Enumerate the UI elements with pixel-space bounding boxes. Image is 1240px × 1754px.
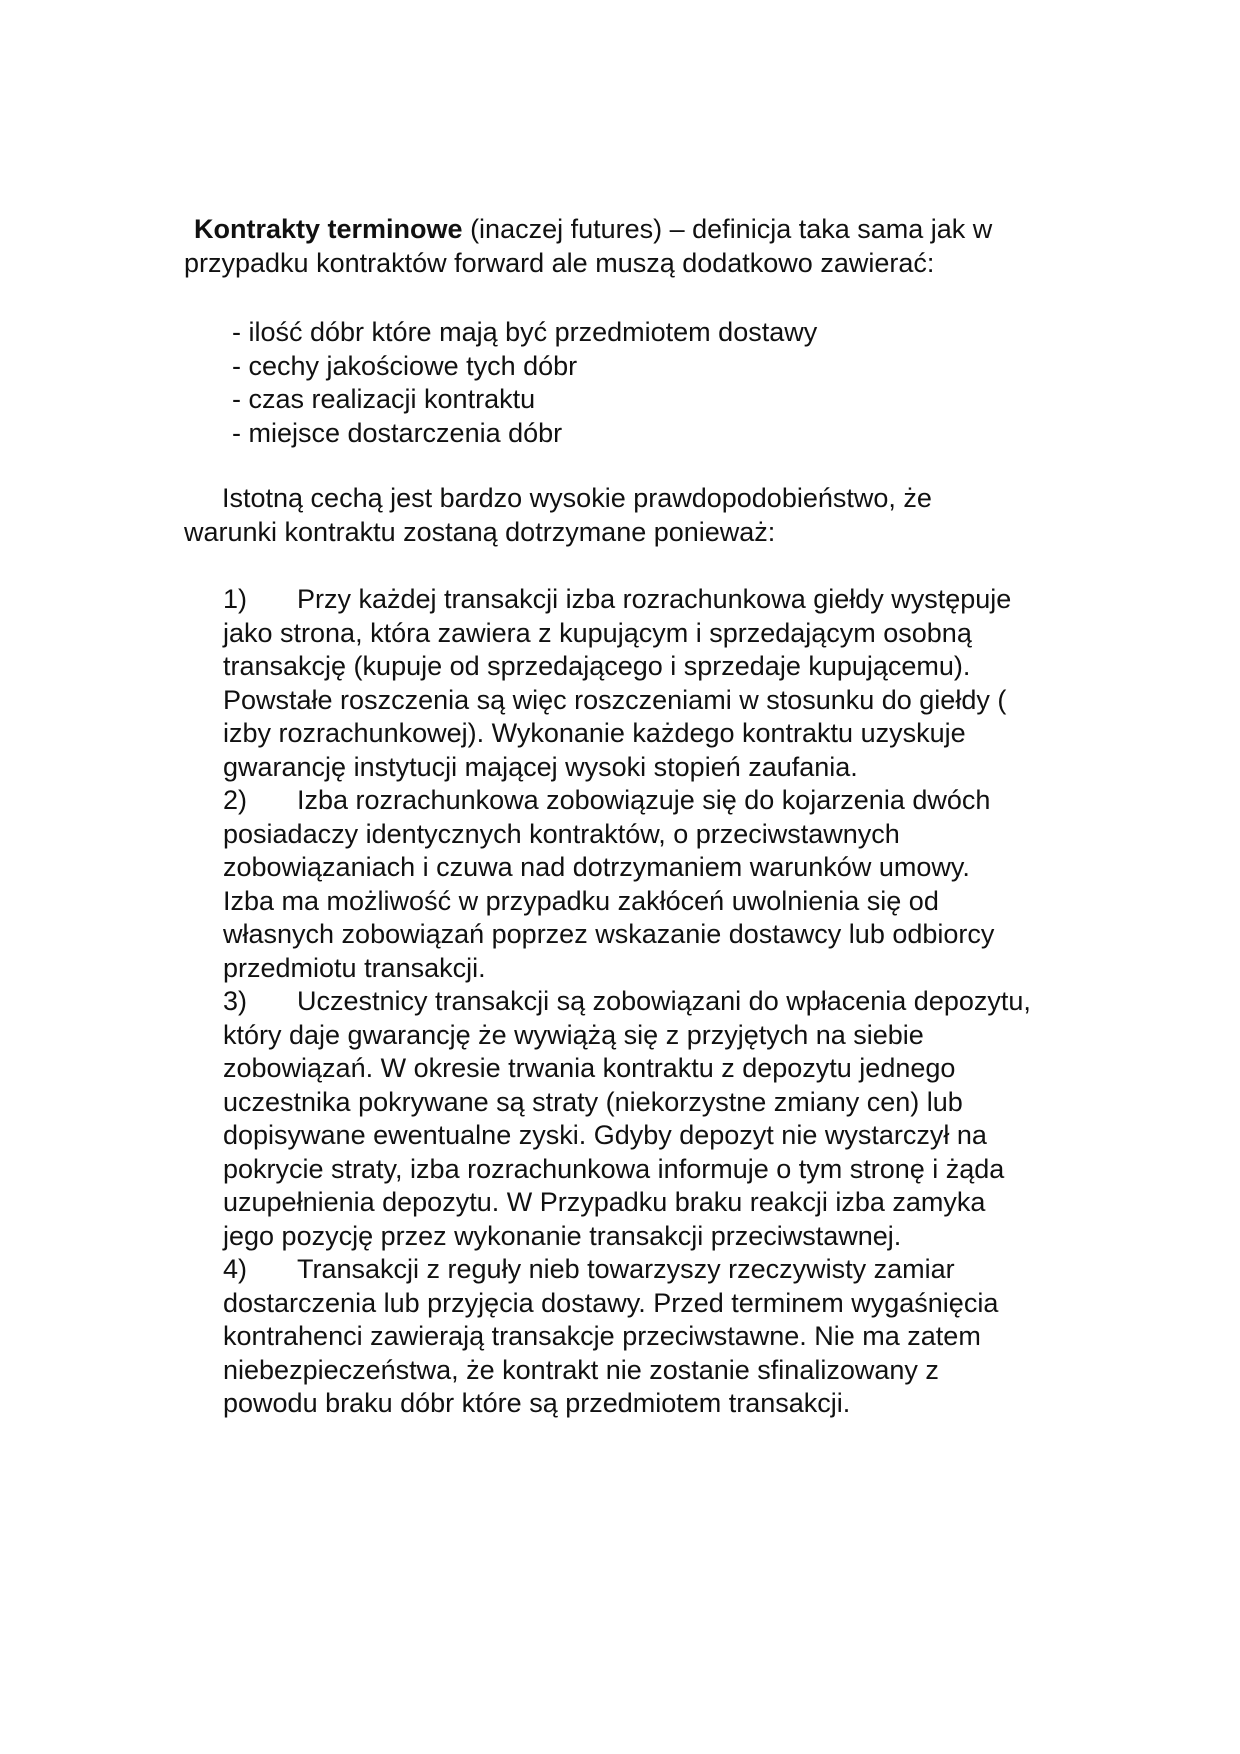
requirement-item: - czas realizacji kontraktu <box>232 384 536 414</box>
reason-number: 4) <box>223 1254 248 1284</box>
feature-line-1: Istotną cechą jest bardzo wysokie prawdopodobieństwo, że <box>222 483 932 513</box>
reason-line <box>223 985 1031 1019</box>
reason-line: który daje gwarancję że wywiążą się z przyjętych na siebie <box>223 1019 924 1050</box>
reason-item-4 <box>223 1253 1031 1421</box>
reason-line <box>223 583 1031 617</box>
reason-line: uczestnika pokrywane są straty (niekorzystne zmiany cen) lub <box>223 1086 963 1117</box>
reason-text: Izba rozrachunkowa zobowiązuje się do kojarzenia dwóch <box>297 785 991 815</box>
requirement-item: - miejsce dostarczenia dóbr <box>232 417 563 448</box>
reason-line: jako strona, która zawiera z kupującym i sprzedającym osobną <box>223 617 972 648</box>
requirement-item: - cechy jakościowe tych dóbr <box>232 350 578 381</box>
reason-line: uzupełnienia depozytu. W Przypadku braku reakcji izba zamyka <box>223 1187 986 1217</box>
intro-line-2: przypadku kontraktów forward ale muszą dodatkowo zawierać: <box>184 247 935 278</box>
feature-line-2: warunki kontraktu zostaną dotrzymane ponieważ: <box>184 516 776 547</box>
reason-item-2 <box>223 784 1031 985</box>
reason-line: przedmiotu transakcji. <box>223 952 486 983</box>
reason-text: Transakcji z reguły nieb towarzyszy rzeczywisty zamiar <box>297 1254 955 1284</box>
reason-line: zobowiązań. W okresie trwania kontraktu z depozytu jednego <box>223 1053 956 1083</box>
intro-line-1 <box>184 213 992 247</box>
reason-line: izby rozrachunkowej). Wykonanie każdego kontraktu uzyskuje <box>223 718 966 748</box>
intro-term: Kontrakty terminowe <box>194 214 463 244</box>
reason-number: 2) <box>223 785 248 815</box>
reason-line: niebezpieczeństwa, że kontrakt nie zostanie sfinalizowany z <box>223 1354 939 1385</box>
reason-line: powodu braku dóbr które są przedmiotem transakcji. <box>223 1388 851 1418</box>
reason-line <box>223 1253 1031 1287</box>
reason-line: dopisywane ewentualne zyski. Gdyby depozyt nie wystarczył na <box>223 1120 987 1150</box>
reason-item-1 <box>223 583 1031 784</box>
reason-number: 1) <box>223 584 248 614</box>
intro-paragraph <box>184 213 992 280</box>
reason-line: transakcję (kupuje od sprzedającego i sprzedaje kupującemu). <box>223 651 971 681</box>
reason-line: kontrahenci zawierają transakcje przeciwstawne. Nie ma zatem <box>223 1321 981 1351</box>
reason-line: dostarczenia lub przyjęcia dostawy. Przed terminem wygaśnięcia <box>223 1287 999 1318</box>
reason-line: Izba ma możliwość w przypadku zakłóceń uwolnienia się od <box>223 885 939 916</box>
reason-line: pokrycie straty, izba rozrachunkowa informuje o tym stronę i żąda <box>223 1153 1005 1184</box>
reason-line: Powstałe roszczenia są więc roszczeniami w stosunku do giełdy ( <box>223 684 1007 715</box>
reason-line: zobowiązaniach i czuwa nad dotrzymaniem warunków umowy. <box>223 852 970 882</box>
requirement-item: - ilość dóbr które mają być przedmiotem dostawy <box>232 317 818 347</box>
requirements-list <box>232 316 817 450</box>
feature-paragraph <box>184 482 932 549</box>
reason-line: gwarancję instytucji mającej wysoki stopień zaufania. <box>223 751 858 782</box>
reason-item-3 <box>223 985 1031 1253</box>
reason-text: Przy każdej transakcji izba rozrachunkowa giełdy występuje <box>297 584 1012 614</box>
reason-line <box>223 784 1031 818</box>
reason-line: własnych zobowiązań poprzez wskazanie dostawcy lub odbiorcy <box>223 919 995 949</box>
reason-text: Uczestnicy transakcji są zobowiązani do wpłacenia depozytu, <box>297 986 1031 1016</box>
reason-number: 3) <box>223 986 248 1016</box>
intro-line-1-rest: (inaczej futures) – definicja taka sama jak w <box>462 214 993 244</box>
reason-line: jego pozycję przez wykonanie transakcji przeciwstawnej. <box>223 1220 902 1251</box>
reasons-list <box>223 583 1031 1421</box>
reason-line: posiadaczy identycznych kontraktów, o przeciwstawnych <box>223 818 900 849</box>
